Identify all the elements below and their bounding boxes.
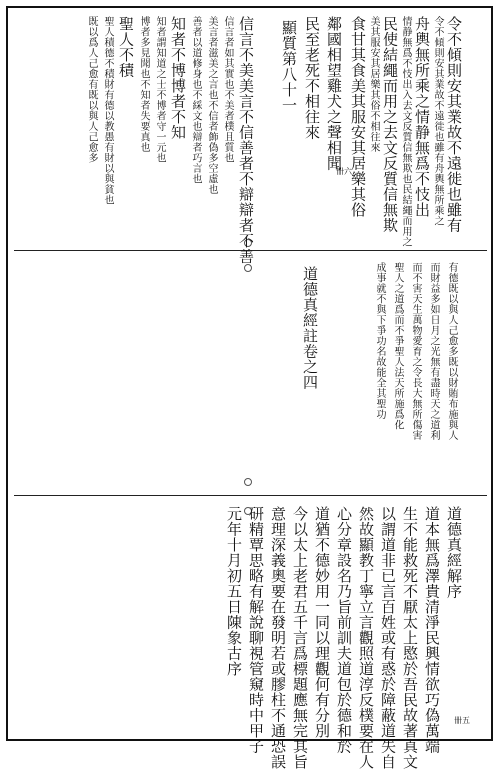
main-text-line: 食甘其食美其服安其居樂其俗 bbox=[349, 16, 367, 218]
preface-line: 意理深義奧要在發明若或膠柱不通恐誤 bbox=[269, 506, 287, 770]
main-text-line: 民至老死不相往來 bbox=[303, 16, 321, 140]
commentary-line: 善者以道修身也不綵文也辯者巧言也 bbox=[190, 16, 201, 184]
commentary-line: 成事就不與下爭功名故能全其聖功 bbox=[374, 262, 385, 420]
main-text-line: 聖人不積 bbox=[117, 16, 135, 78]
commentary-line: 既以爲人己愈有既以與人己愈多 bbox=[86, 16, 97, 163]
main-text-line: 鄰國相望雞犬之聲相聞 bbox=[325, 16, 343, 171]
commentary-line: 有德既以與人己愈多既以財賄布施與人 bbox=[446, 262, 457, 441]
main-text-line: 信言不美美言不信善者不辯辯者不善 bbox=[237, 16, 255, 264]
commentary-line: 聖人積德不積財有德以教愚有財以與貧也 bbox=[102, 16, 113, 205]
commentary-line: 信言者如其實也不美者樸且質也 bbox=[222, 16, 233, 163]
commentary-line: 美其服安其居樂其俗不相往來 bbox=[368, 16, 379, 153]
preface-line: 以謂道非已言百姓或有惑於障蔽道失自 bbox=[379, 506, 397, 770]
preface-line: 然故顯教丁寧立言觀照道淳反樸要在人 bbox=[357, 506, 375, 770]
commentary-line: 博者多見聞也不知者失要真也 bbox=[138, 16, 149, 153]
preface-date-line: 元年十月初五日陳象古序 bbox=[225, 506, 243, 677]
commentary-line: 知者謂知道之士不博者守一元也 bbox=[154, 16, 165, 163]
preface-line: 道猶不德妙用一同以理觀何有分別 bbox=[313, 506, 331, 739]
preface-line: 研精覃思略有解說聊視管窺時中甲子 bbox=[247, 506, 265, 754]
commentary-line: 令不傾則安其業故不遠徙也雖有舟輿無所乘之 bbox=[432, 16, 443, 226]
main-text-line: 民使結繩而用之去文反質信無欺 bbox=[381, 16, 399, 233]
preface-line: 今以太上老君五千言爲標題應無完其旨 bbox=[291, 506, 309, 770]
preface-title: 道德真經解序 bbox=[445, 506, 463, 599]
page-mark-bottom: 卌五 bbox=[454, 716, 470, 725]
chapter-heading: 顯質第八十一 bbox=[280, 20, 298, 113]
section-divider-bottom bbox=[14, 495, 487, 496]
volume-end-title: 道德真經註卷之四 bbox=[301, 266, 319, 390]
commentary-line: 聖人之道爲而不爭聖人法天所施爲化 bbox=[392, 262, 403, 430]
commentary-line: 而不害天生萬物愛育之令長大無所傷害 bbox=[410, 262, 421, 441]
page-mark-top: 卌六 bbox=[336, 167, 352, 176]
circle-mark bbox=[244, 264, 252, 272]
circle-mark bbox=[244, 478, 252, 486]
preface-line: 道本無爲澤貴清淨民興情欲巧偽萬端 bbox=[423, 506, 441, 754]
preface-line: 心分章設名乃旨前訓夫道包於德和於 bbox=[335, 506, 353, 754]
main-text-line: 令不傾則安其業故不遠徙也雖有 bbox=[445, 16, 463, 233]
commentary-line: 美言者滋美之言也不信者飾偽多空虛也 bbox=[206, 16, 217, 195]
preface-line: 生不能救死不厭太上愍於吾民故著真文 bbox=[401, 506, 419, 770]
main-text-line: 舟輿無所乘之情静無爲不忮出 bbox=[413, 16, 431, 218]
main-text-line: 知者不博博者不知 bbox=[169, 16, 187, 140]
commentary-line: 而財益多如日月之光無有盡時天之道利 bbox=[428, 262, 439, 441]
commentary-line: 情静無爲不忮出入去文反質信無欺也民結繩而用之 bbox=[400, 16, 411, 247]
